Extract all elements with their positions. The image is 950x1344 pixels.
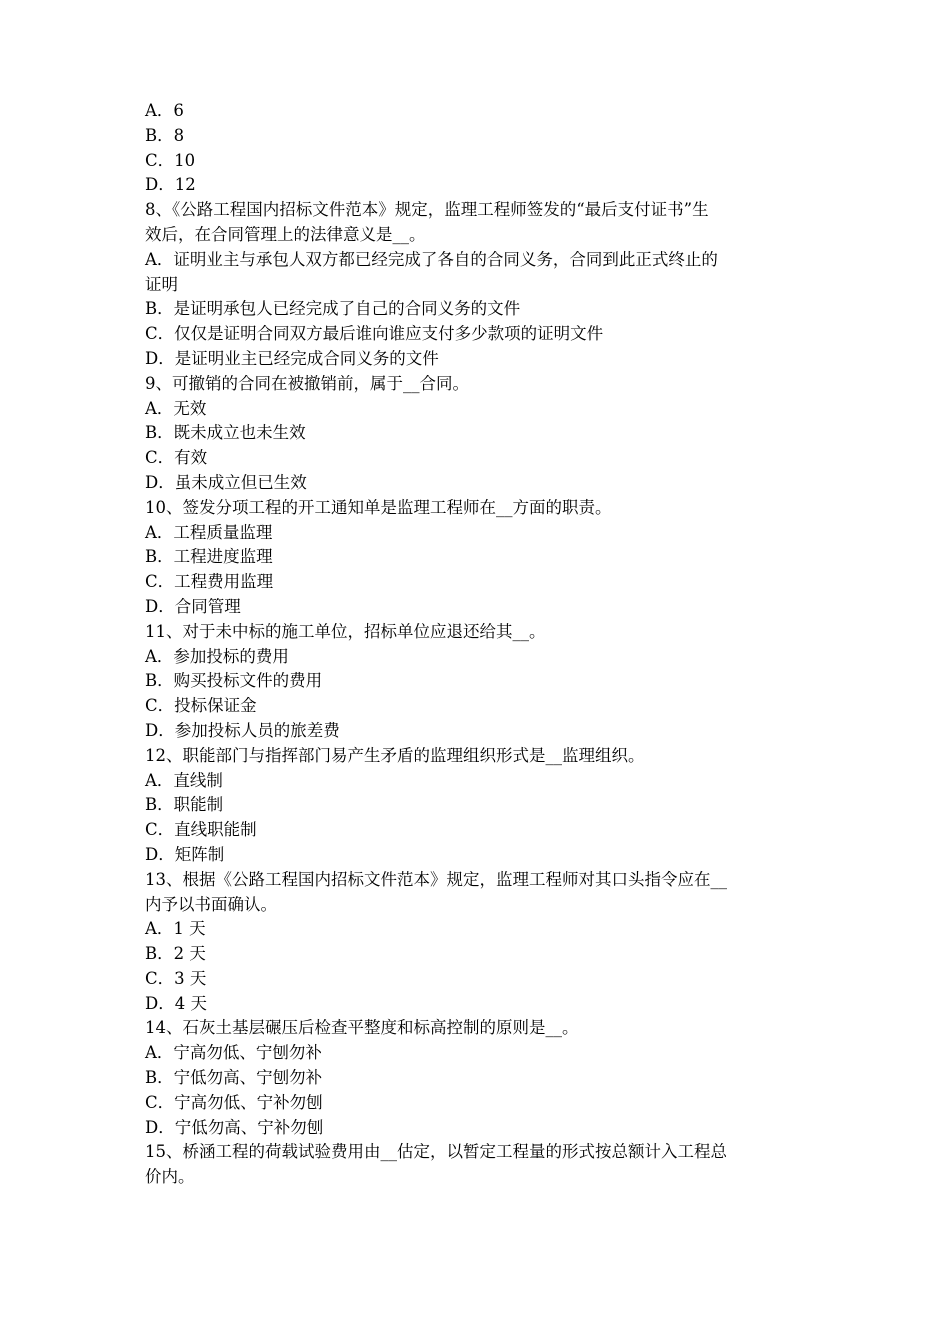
question-8-line-1: 8、《公路工程国内招标文件范本》规定，监理工程师签发的“最后支付证书”生 [145, 200, 709, 220]
question-15-line-2: 价内。 [145, 1167, 195, 1187]
question-9-option-b: B．既未成立也未生效 [145, 423, 306, 443]
question-11-option-d: D．参加投标人员的旅差费 [145, 720, 340, 740]
question-14: 14、石灰土基层碾压后检查平整度和标高控制的原则是__。 [145, 1018, 579, 1038]
question-15-line-1: 15、桥涵工程的荷载试验费用由__估定，以暂定工程量的形式按总额计入工程总 [145, 1142, 727, 1162]
question-8-line-2: 效后，在合同管理上的法律意义是__。 [145, 224, 426, 244]
question-10-option-d: D．合同管理 [145, 596, 241, 616]
question-10-option-a: A．工程质量监理 [145, 522, 273, 542]
question-13-option-d: D．4 天 [145, 993, 207, 1013]
question-12: 12、职能部门与指挥部门易产生矛盾的监理组织形式是__监理组织。 [145, 745, 645, 765]
question-8-option-a-line-1: A．证明业主与承包人双方都已经完成了各自的合同义务，合同到此正式终止的 [145, 249, 718, 269]
question-9: 9、可撤销的合同在被撤销前，属于__合同。 [145, 373, 469, 393]
question-11-option-a: A．参加投标的费用 [145, 646, 289, 666]
question-10-option-b: B．工程进度监理 [145, 547, 273, 567]
question-9-option-d: D．虽未成立但已生效 [145, 472, 307, 492]
document-body [145, 99, 815, 1190]
question-14-option-b: B．宁低勿高、宁刨勿补 [145, 1068, 323, 1088]
question-8-option-a-line-2: 证明 [145, 274, 178, 294]
question-13-option-c: C．3 天 [145, 968, 207, 988]
option-c-line: C．10 [145, 150, 196, 170]
question-12-option-b: B．职能制 [145, 795, 224, 815]
question-12-option-a: A．直线制 [145, 770, 223, 790]
option-d-line: D．12 [145, 175, 196, 195]
option-b-line: B．8 [145, 125, 185, 145]
question-10-option-c: C．工程费用监理 [145, 572, 274, 592]
question-14-option-c: C．宁高勿低、宁补勿刨 [145, 1092, 323, 1112]
question-8-option-d: D．是证明业主已经完成合同义务的文件 [145, 348, 439, 368]
question-8-option-b: B．是证明承包人已经完成了自己的合同义务的文件 [145, 299, 521, 319]
option-a-line: A．6 [145, 101, 184, 120]
question-11: 11、对于未中标的施工单位，招标单位应退还给其__。 [145, 621, 546, 641]
question-12-option-d: D．矩阵制 [145, 844, 225, 864]
question-9-option-c: C．有效 [145, 448, 208, 468]
question-13-line-1: 13、根据《公路工程国内招标文件范本》规定，监理工程师对其口头指令应在__ [145, 869, 727, 889]
question-14-option-d: D．宁低勿高、宁补勿刨 [145, 1117, 324, 1137]
question-8-option-c: C．仅仅是证明合同双方最后谁向谁应支付多少款项的证明文件 [145, 324, 604, 344]
question-12-option-c: C．直线职能制 [145, 820, 257, 840]
question-11-option-b: B．购买投标文件的费用 [145, 671, 323, 691]
question-13-option-b: B．2 天 [145, 944, 206, 964]
question-13-line-2: 内予以书面确认。 [145, 894, 277, 914]
question-14-option-a: A．宁高勿低、宁刨勿补 [145, 1043, 322, 1063]
question-9-option-a: A．无效 [145, 398, 207, 418]
question-10: 10、签发分项工程的开工通知单是监理工程师在__方面的职责。 [145, 497, 612, 517]
question-13-option-a: A．1 天 [145, 919, 206, 939]
question-11-option-c: C．投标保证金 [145, 696, 257, 716]
